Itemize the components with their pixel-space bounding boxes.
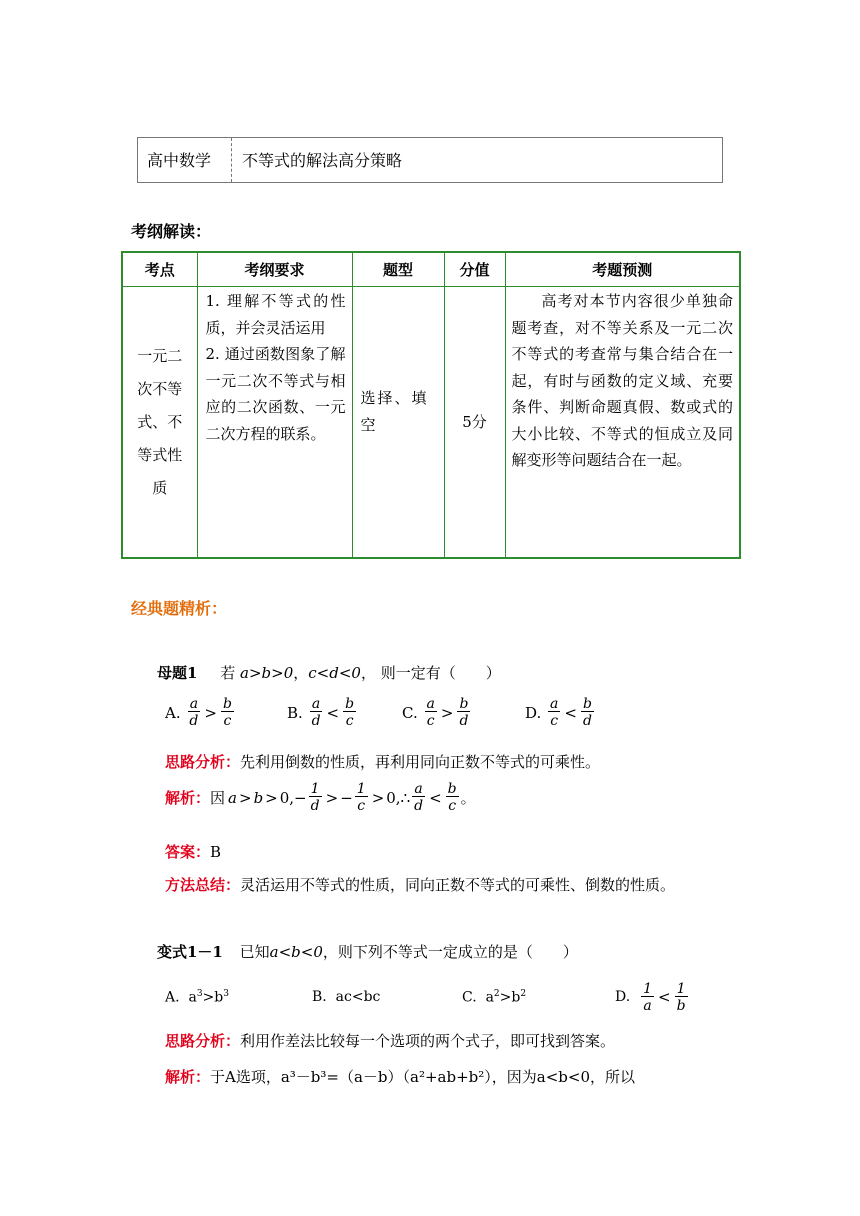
- variant-solution: [165, 1066, 635, 1087]
- mother-stem-pre: 若: [220, 664, 236, 682]
- variant-option-b: B. ac<bc: [312, 989, 381, 1005]
- variant-option-c: C. $a^2>b^2$: [462, 988, 527, 1006]
- score-cell: 5分: [462, 412, 487, 431]
- variant-option-b-label: B.: [312, 989, 327, 1005]
- variant-option-a: A. $a^3>b^3$: [165, 988, 229, 1006]
- variant-stem-post: ，则下列不等式一定成立的是（ ）: [322, 943, 578, 961]
- mother-solution-label: 解析：: [165, 789, 211, 807]
- topic-cell: 一元二次不等式、不等式性质: [137, 346, 183, 497]
- col-header-score: 分值: [444, 252, 505, 287]
- mother-answer-value: B: [210, 843, 222, 861]
- mother-analysis-label: 思路分析：: [165, 753, 241, 771]
- mother-label: 母题1: [157, 664, 198, 682]
- mother-cond-1: a>b>0: [240, 664, 294, 682]
- col-header-topic: 考点: [122, 252, 197, 287]
- mother-solution: 解析： 因 a > b > 0,− $\frac{1}{d}$ > − $\frac{1}{c}$ > 0,∴ $\frac{a}{d}$ < $\frac{b}{c}$ 。: [165, 781, 476, 814]
- option-a: A. $\frac{a}{d}$ > $\frac{b}{c}$: [165, 696, 232, 729]
- syllabus-table: [121, 251, 741, 559]
- option-b-label: B.: [287, 703, 303, 722]
- mother-answer: [165, 841, 221, 862]
- classic-title: 经典题精析：: [131, 599, 228, 618]
- mother-options: [165, 697, 596, 728]
- col-header-type: 题型: [352, 252, 444, 287]
- mother-method-text: 灵活运用不等式的性质，同向正数不等式的可乘性、倒数的性质。: [240, 876, 676, 894]
- mother-method-label: 方法总结：: [165, 876, 241, 894]
- mother-stem-post: 则一定有（ ）: [380, 664, 501, 682]
- question-type-cell: 选择、填空: [360, 389, 429, 434]
- option-c-label: C.: [402, 703, 418, 722]
- header-subject: 高中数学: [147, 151, 212, 170]
- variant-option-c-label: C.: [462, 989, 477, 1006]
- col-header-requirement: 考纲要求: [197, 252, 352, 287]
- variant-solution-text: 于A选项，a³－b³=（a－b）（a²+ab+b²），因为a<b<0，所以: [210, 1068, 636, 1086]
- mother-cond-2: c<d<0: [308, 664, 361, 682]
- mother-answer-label: 答案：: [165, 843, 211, 861]
- option-d: D. $\frac{a}{c}$ < $\frac{b}{d}$: [525, 696, 592, 729]
- header-box: [137, 137, 723, 183]
- variant-options: [165, 977, 690, 1017]
- variant-analysis-text: 利用作差法比较每一个选项的两个式子，即可找到答案。: [240, 1032, 616, 1050]
- requirement-cell: 1. 理解不等式的性质，并会灵活运用 2. 通过函数图象了解一元二次不等式与相应的二次函数、一元二次方程的联系。: [205, 292, 346, 443]
- syllabus-title: 考纲解读：: [131, 222, 212, 241]
- option-c: C. $\frac{a}{c}$ > $\frac{b}{d}$: [402, 696, 469, 729]
- variant-problem-stem: [157, 941, 578, 962]
- variant-cond: a<b<0: [269, 943, 323, 961]
- mother-problem-stem: 母题1 若 a>b>0，c<d<0， 则一定有（ ）: [157, 664, 501, 682]
- variant-option-d: D. $\frac{1}{a}$ < $\frac{1}{b}$: [615, 980, 686, 1014]
- option-b: B. $\frac{a}{d}$ < $\frac{b}{c}$: [287, 696, 355, 729]
- mother-method: [165, 874, 675, 895]
- variant-analysis-label: 思路分析：: [165, 1032, 241, 1050]
- variant-stem-pre: 已知: [239, 943, 270, 961]
- variant-label: 变式1－1: [157, 943, 223, 961]
- variant-option-d-label: D.: [615, 989, 631, 1005]
- prediction-cell: 高考对本节内容很少单独命题考查，对不等关系及一元二次不等式的考查常与集合结合在一起，有时与函数的定义域、充要条件、判断命题真假、数或式的大小比较、不等式的恒成立及同解变形等问题结合在一起。: [511, 292, 733, 469]
- variant-option-a-label: A.: [165, 989, 180, 1006]
- mother-analysis: [165, 751, 600, 772]
- variant-solution-label: 解析：: [165, 1068, 211, 1086]
- option-d-label: D.: [525, 703, 542, 722]
- col-header-prediction: 考题预测: [505, 252, 740, 287]
- option-a-label: A.: [165, 703, 181, 722]
- variant-analysis: [165, 1030, 615, 1051]
- mother-solution-pre: 因: [210, 789, 226, 807]
- mother-analysis-text: 先利用倒数的性质，再利用同向正数不等式的可乘性。: [240, 753, 601, 771]
- header-title: 不等式的解法高分策略: [242, 151, 403, 170]
